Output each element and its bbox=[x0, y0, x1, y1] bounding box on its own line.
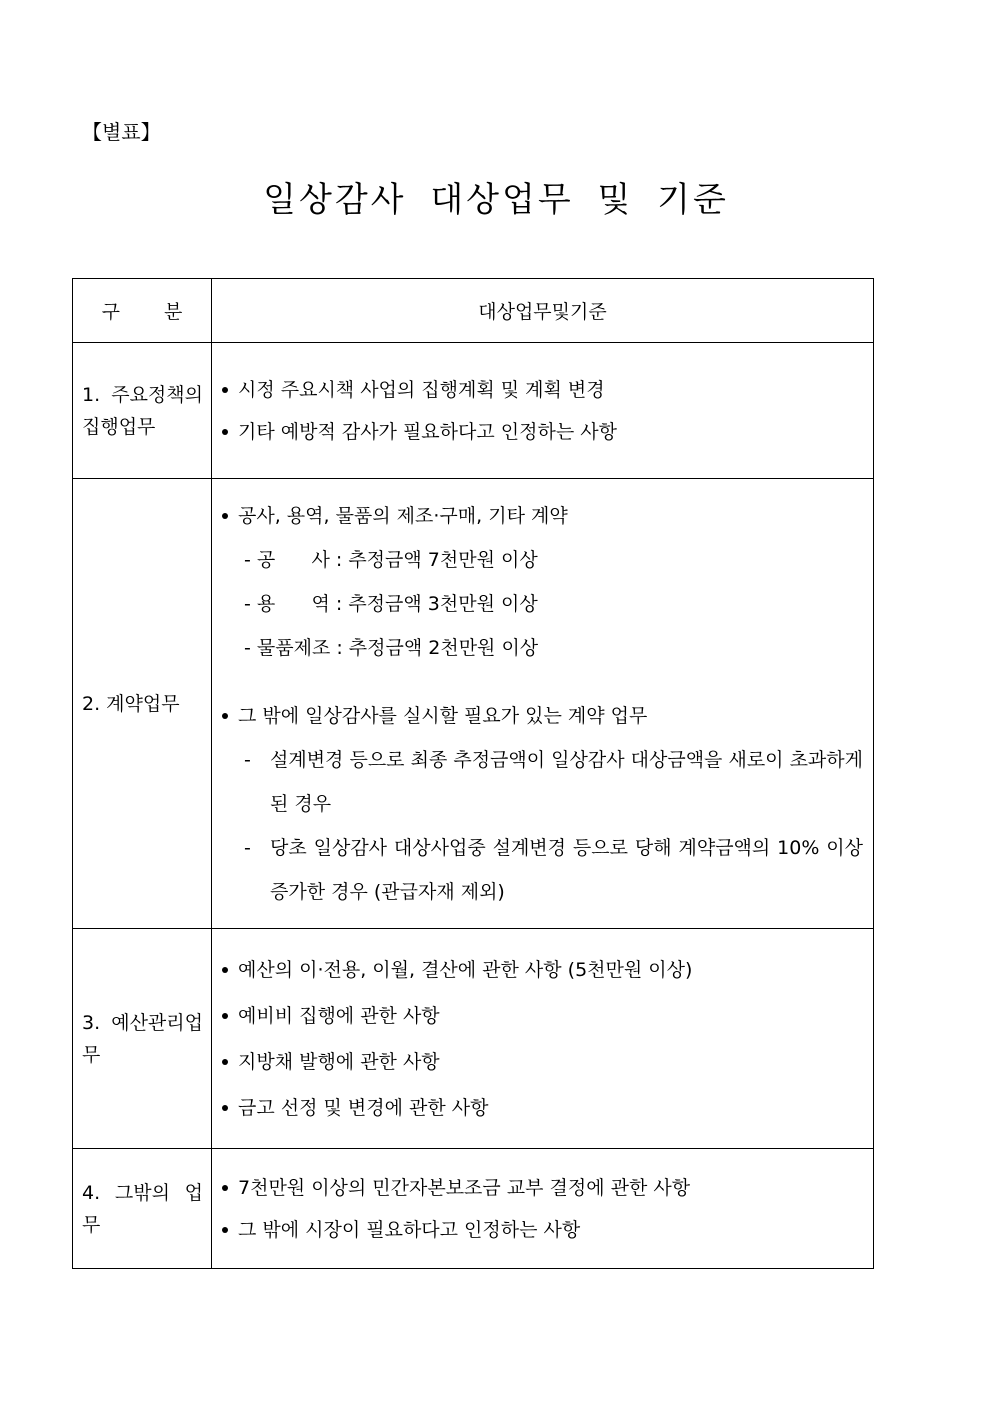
condition-block bbox=[244, 738, 863, 826]
table-row bbox=[73, 479, 874, 929]
category-cell bbox=[73, 343, 212, 479]
criteria-cell bbox=[212, 343, 874, 479]
criteria-cell bbox=[212, 1149, 874, 1269]
criteria-cell bbox=[212, 929, 874, 1149]
category-label: 3. 예산관리업무 bbox=[82, 1011, 203, 1066]
criteria-table bbox=[72, 278, 874, 1269]
criteria-item: 예비비 집행에 관한 사항 bbox=[220, 993, 863, 1039]
category-label: 2. 계약업무 bbox=[82, 692, 180, 715]
criteria-item: 시정 주요시책 사업의 집행계획 및 계획 변경 bbox=[220, 369, 863, 411]
condition-item bbox=[220, 738, 863, 826]
criteria-item: 그 밖에 시장이 필요하다고 인정하는 사항 bbox=[220, 1209, 863, 1251]
table-row bbox=[73, 1149, 874, 1269]
table-row bbox=[73, 929, 874, 1149]
category-label: 4. 그밖의 업무 bbox=[82, 1181, 203, 1236]
criteria-item: 공사, 용역, 물품의 제조·구매, 기타 계약 bbox=[220, 494, 863, 538]
table-row bbox=[73, 343, 874, 479]
threshold-item: - 용 역 : 추정금액 3천만원 이상 bbox=[244, 592, 538, 615]
header-category: 구 분 bbox=[73, 279, 212, 343]
dash-marker: - bbox=[244, 748, 251, 771]
table-header-row bbox=[73, 279, 874, 343]
criteria-cell bbox=[212, 479, 874, 929]
header-criteria: 대상업무및기준 bbox=[212, 279, 874, 343]
condition-text: 설계변경 등으로 최종 추정금액이 일상감사 대상금액을 새로이 초과하게 된 경우 bbox=[270, 748, 863, 815]
document-title: 일상감사 대상업무 및 기준 bbox=[263, 180, 729, 220]
category-cell bbox=[73, 479, 212, 929]
dash-marker: - bbox=[244, 836, 251, 859]
condition-block bbox=[244, 826, 863, 914]
category-label: 1. 주요정책의 집행업무 bbox=[82, 383, 203, 438]
criteria-item: 예산의 이·전용, 이월, 결산에 관한 사항 (5천만원 이상) bbox=[220, 947, 863, 993]
category-cell bbox=[73, 1149, 212, 1269]
condition-item bbox=[220, 826, 863, 914]
criteria-item: 그 밖에 일상감사를 실시할 필요가 있는 계약 업무 bbox=[220, 694, 863, 738]
annex-label: 【별표】 bbox=[82, 120, 161, 144]
criteria-item: 금고 선정 및 변경에 관한 사항 bbox=[220, 1085, 863, 1131]
criteria-item: 7천만원 이상의 민간자본보조금 교부 결정에 관한 사항 bbox=[220, 1167, 863, 1209]
category-cell bbox=[73, 929, 212, 1149]
criteria-item: 지방채 발행에 관한 사항 bbox=[220, 1039, 863, 1085]
condition-text: 당초 일상감사 대상사업중 설계변경 등으로 당해 계약금액의 10% 이상 증가한 경우 (관급자재 제외) bbox=[270, 836, 863, 903]
spacer bbox=[220, 670, 863, 694]
criteria-item: 기타 예방적 감사가 필요하다고 인정하는 사항 bbox=[220, 411, 863, 453]
threshold-item: - 공 사 : 추정금액 7천만원 이상 bbox=[244, 548, 538, 571]
threshold-item: - 물품제조 : 추정금액 2천만원 이상 bbox=[244, 636, 539, 659]
